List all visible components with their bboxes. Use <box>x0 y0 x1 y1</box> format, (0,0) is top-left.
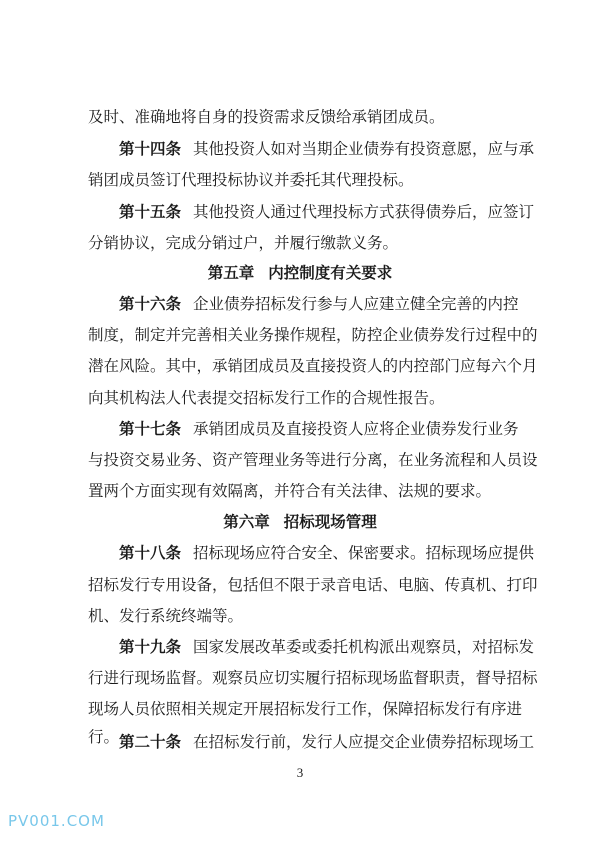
article-18-line-1 <box>119 543 535 563</box>
article-17-line-1 <box>119 419 518 439</box>
article-14-label: 第十四条 <box>119 140 182 158</box>
article-16-line-4: 向其机构法人代表提交招标发行工作的合规性报告。 <box>88 389 445 407</box>
article-18-label: 第十八条 <box>119 544 182 562</box>
article-18-text: 招标现场应符合安全、保密要求。招标现场应提供 <box>193 544 535 562</box>
article-15-text: 其他投资人通过代理投标方式获得债券后，应签订 <box>193 203 535 221</box>
page-number: 3 <box>296 765 304 780</box>
article-14-text: 其他投资人如对当期企业债券有投资意愿，应与承 <box>193 140 535 158</box>
article-16-line-3: 潜在风险。其中，承销团成员及直接投资人的内控部门应每六个月 <box>88 357 538 375</box>
article-19-line-4: 行。 <box>88 728 120 746</box>
article-19-line-2: 行进行现场监督。观察员应切实履行招标现场监督职责，督导招标 <box>88 669 538 687</box>
article-17-text: 承销团成员及直接投资人应将企业债券发行业务 <box>193 420 519 438</box>
article-14-line-2: 销团成员签订代理投标协议并委托其代理投标。 <box>88 171 414 189</box>
text-line: 及时、准确地将自身的投资需求反馈给承销团成员。 <box>88 108 445 126</box>
article-17-line-3: 置两个方面实现有效隔离，并符合有关法律、法规的要求。 <box>88 482 492 500</box>
article-20-label: 第二十条 <box>119 733 182 751</box>
article-20-line-1 <box>119 732 535 752</box>
chapter-6-number: 第六章 <box>223 513 270 531</box>
article-17-line-2: 与投资交易业务、资产管理业务等进行分离，在业务流程和人员设 <box>88 451 538 469</box>
article-16-line-2: 制度，制定并完善相关业务操作规程，防控企业债券发行过程中的 <box>88 326 538 344</box>
article-19-text: 国家发展改革委或委托机构派出观察员，对招标发 <box>193 638 535 656</box>
article-17-label: 第十七条 <box>119 420 182 438</box>
chapter-6-title: 招标现场管理 <box>283 513 377 531</box>
article-14-line-1 <box>119 139 535 159</box>
article-19-line-3: 现场人员依照相关规定开展招标发行工作，保障招标发行有序进 <box>88 700 523 718</box>
chapter-5-number: 第五章 <box>207 264 255 282</box>
article-18-line-2: 招标发行专用设备，包括但不限于录音电话、电脑、传真机、打印 <box>88 576 538 594</box>
article-19-label: 第十九条 <box>119 638 182 656</box>
chapter-6-heading <box>0 512 600 532</box>
article-16-label: 第十六条 <box>119 295 182 313</box>
article-20-text: 在招标发行前，发行人应提交企业债券招标现场工 <box>193 733 535 751</box>
watermark: PV001.COM <box>8 812 105 830</box>
chapter-5-title: 内控制度有关要求 <box>268 264 393 282</box>
article-16-text: 企业债券招标发行参与人应建立健全完善的内控 <box>193 295 519 313</box>
article-18-line-3: 机、发行系统终端等。 <box>88 607 244 625</box>
article-15-line-2: 分销协议，完成分销过户，并履行缴款义务。 <box>88 234 399 252</box>
article-16-line-1 <box>119 294 518 314</box>
article-19-line-1 <box>119 637 535 657</box>
article-15-line-1 <box>119 202 535 222</box>
chapter-5-heading <box>0 263 600 283</box>
article-15-label: 第十五条 <box>119 203 182 221</box>
